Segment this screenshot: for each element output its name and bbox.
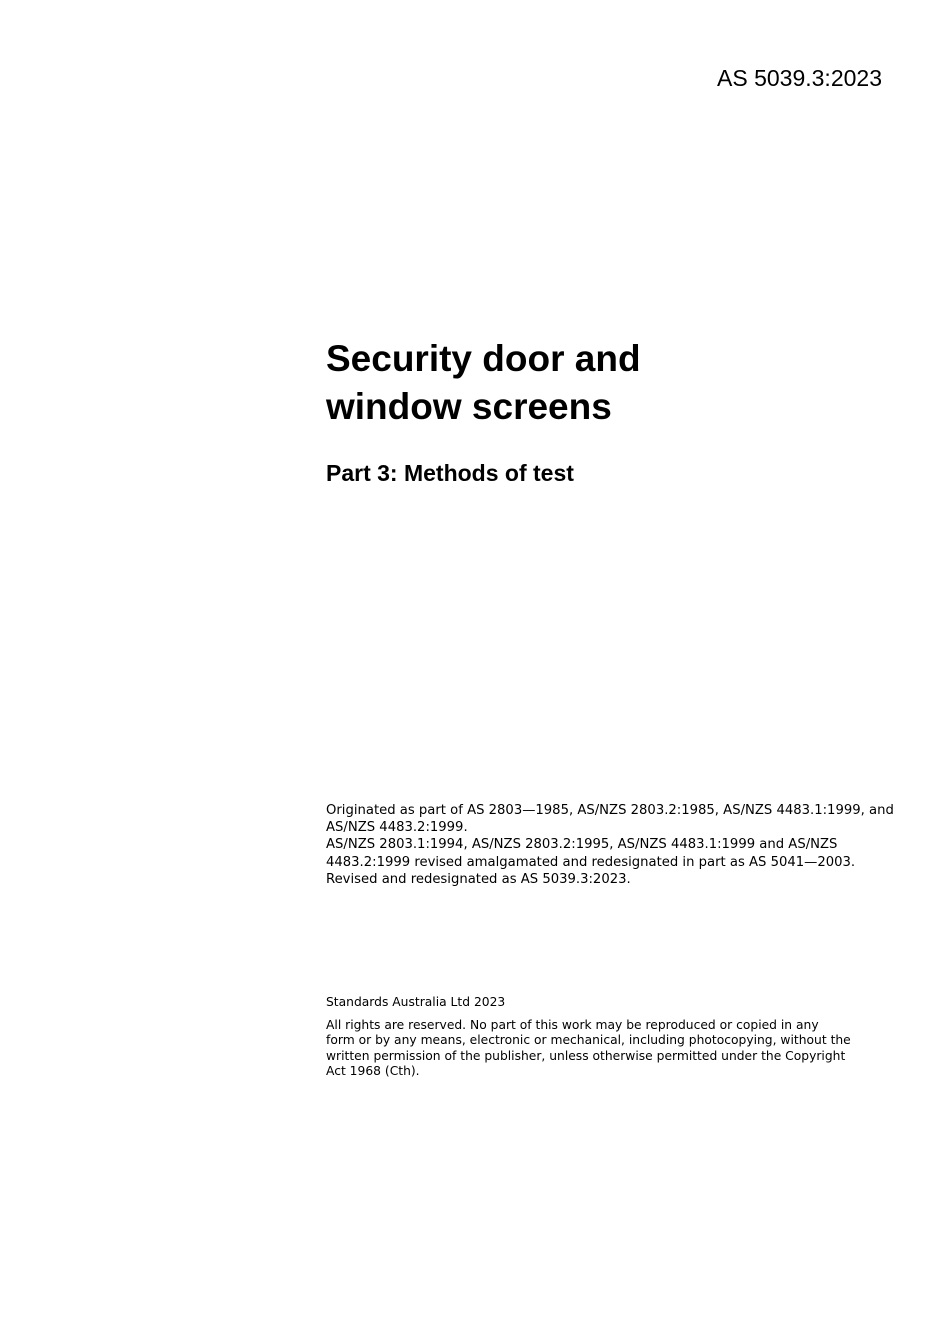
rights-notice-line: All rights are reserved. No part of this work may be reproduced or copied in any: [326, 1017, 819, 1032]
document-subtitle: Part 3: Methods of test: [326, 460, 574, 486]
document-title: [326, 335, 886, 431]
rights-notice-line: written permission of the publisher, unless otherwise permitted under the Copyright: [326, 1048, 846, 1063]
document-title-line: Security door and: [326, 338, 641, 379]
standard-number: AS 5039.3:2023: [717, 65, 882, 91]
history-line: AS/NZS 2803.1:1994, AS/NZS 2803.2:1995, AS/NZS 4483.1:1999 and AS/NZS: [326, 837, 838, 853]
rights-notice: [326, 1018, 866, 1080]
history-line: 4483.2:1999 revised amalgamated and redesignated in part as AS 5041—2003.: [326, 854, 856, 870]
publication-history: [326, 802, 894, 888]
history-line: Originated as part of AS 2803—1985, AS/NZS 2803.2:1985, AS/NZS 4483.1:1999, and: [326, 803, 894, 818]
copyright-owner: Standards Australia Ltd 2023: [326, 995, 506, 1009]
copyright-block: [326, 995, 866, 1080]
document-title-line: window screens: [326, 386, 612, 427]
rights-notice-line: form or by any means, electronic or mechanical, including photocopying, without the: [326, 1033, 851, 1047]
history-line: Revised and redesignated as AS 5039.3:2023.: [326, 871, 631, 887]
rights-notice-line: Act 1968 (Cth).: [326, 1064, 420, 1078]
history-line: AS/NZS 4483.2:1999.: [326, 820, 468, 836]
